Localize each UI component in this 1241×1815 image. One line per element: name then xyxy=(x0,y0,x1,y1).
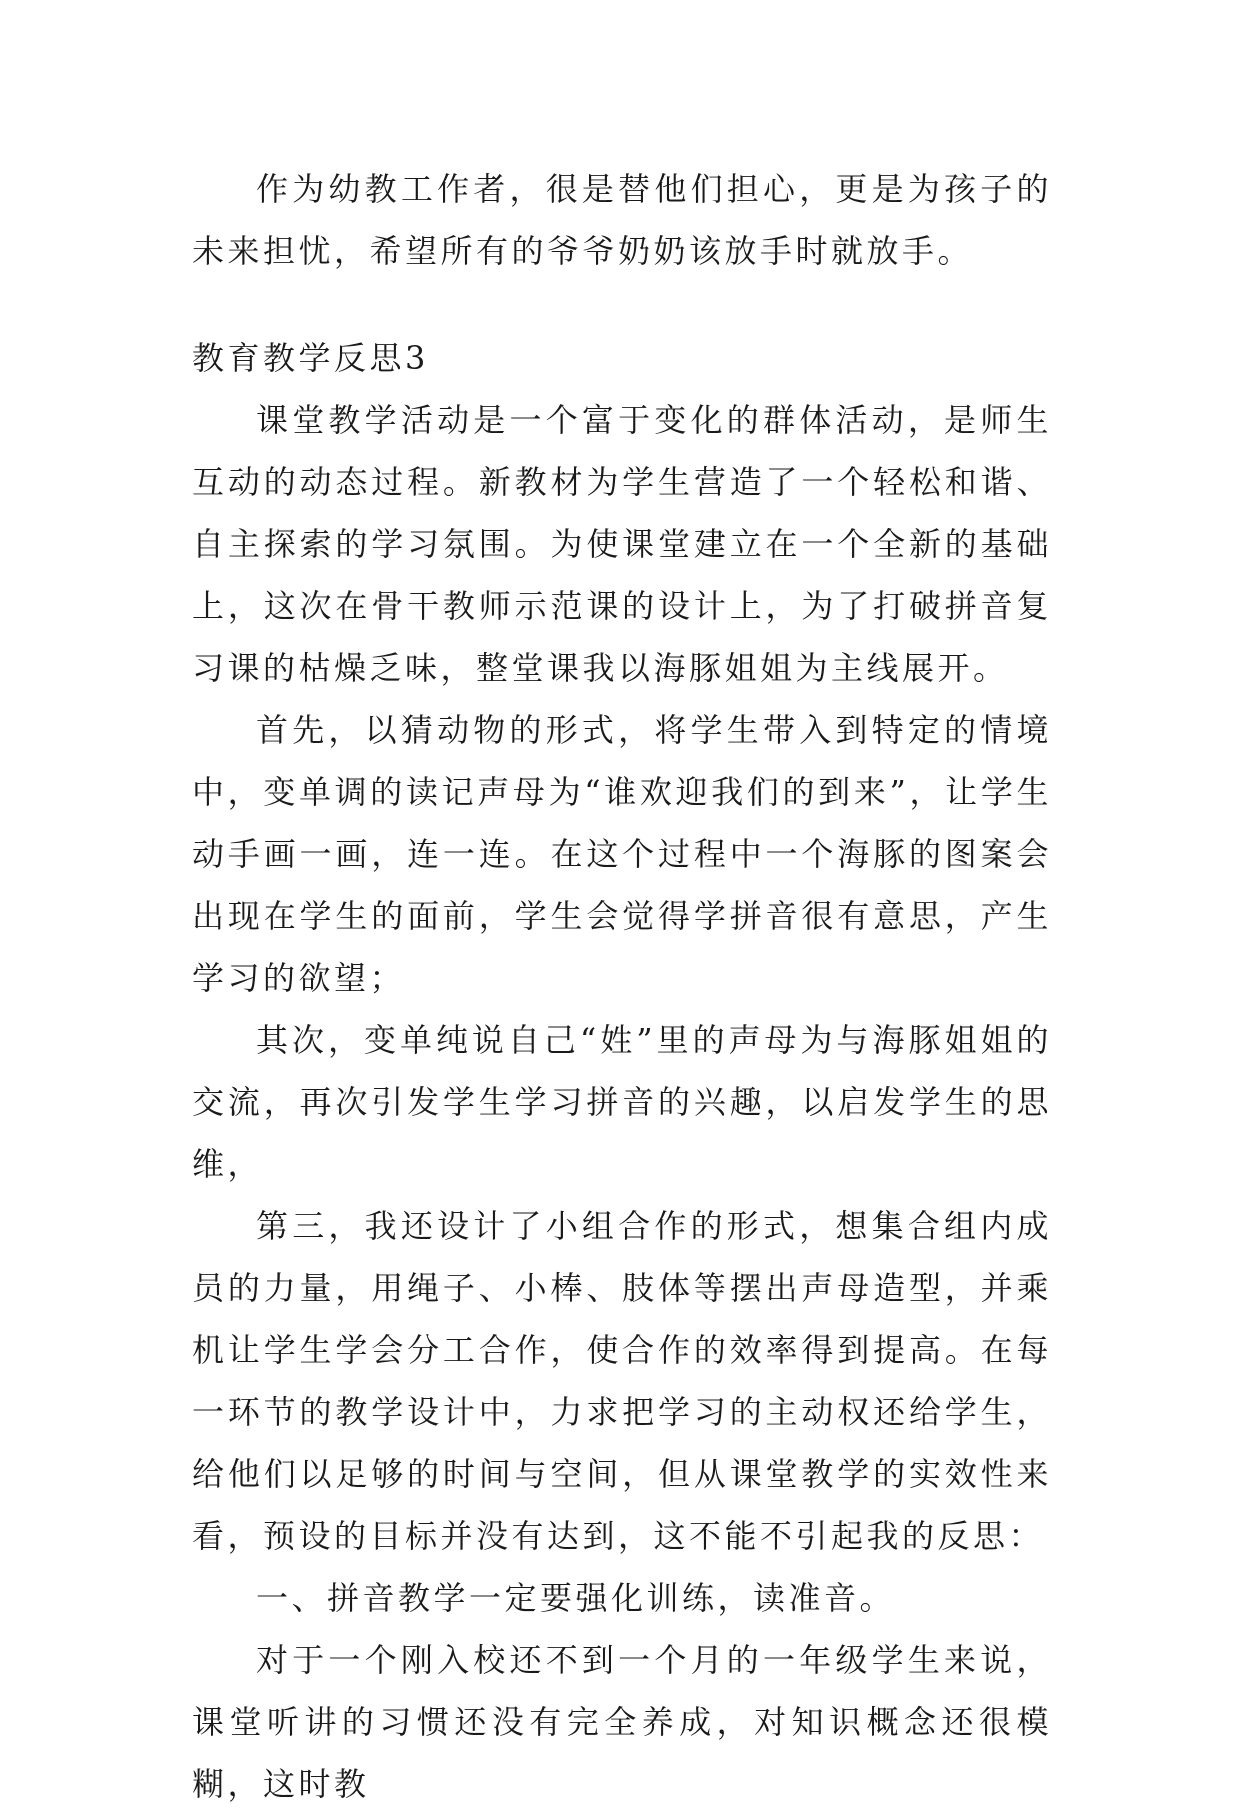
document-body xyxy=(192,158,1052,1815)
body-paragraph: 一、拼音教学一定要强化训练，读准音。 xyxy=(256,1579,896,1617)
body-paragraph: 首先，以猜动物的形式，将学生带入到特定的情境中，变单调的读记声母为“谁欢迎我们的到来”，让学生动手画一画，连一连。在这个过程中一个海豚的图案会出现在学生的面前，学生会觉得学拼音很有意思，产生学习的欲望； xyxy=(192,711,1052,997)
body-paragraph: 对于一个刚入校还不到一个月的一年级学生来说，课堂听讲的习惯还没有完全养成，对知识概念还很模糊，这时教 xyxy=(192,1641,1052,1803)
body-paragraph: 课堂教学活动是一个富于变化的群体活动，是师生互动的动态过程。新教材为学生营造了一个轻松和谐、自主探索的学习氛围。为使课堂建立在一个全新的基础上，这次在骨干教师示范课的设计上，为了打破拼音复习课的枯燥乏味，整堂课我以海豚姐姐为主线展开。 xyxy=(192,401,1052,687)
intro-paragraph: 作为幼教工作者，很是替他们担心，更是为孩子的未来担忧，希望所有的爷爷奶奶该放手时就放手。 xyxy=(192,170,1052,270)
section-gap xyxy=(192,282,1052,327)
body-paragraph: 其次，变单纯说自己“姓”里的声母为与海豚姐姐的交流，再次引发学生学习拼音的兴趣，以启发学生的思维， xyxy=(192,1021,1052,1183)
body-paragraph: 第三，我还设计了小组合作的形式，想集合组内成员的力量，用绳子、小棒、肢体等摆出声母造型，并乘机让学生学会分工合作，使合作的效率得到提高。在每一环节的教学设计中，力求把学习的主动权还给学生，给他们以足够的时间与空间，但从课堂教学的实效性来看，预设的目标并没有达到，这不能不引起我的反思： xyxy=(192,1207,1052,1555)
section-heading: 教育教学反思3 xyxy=(192,339,429,377)
